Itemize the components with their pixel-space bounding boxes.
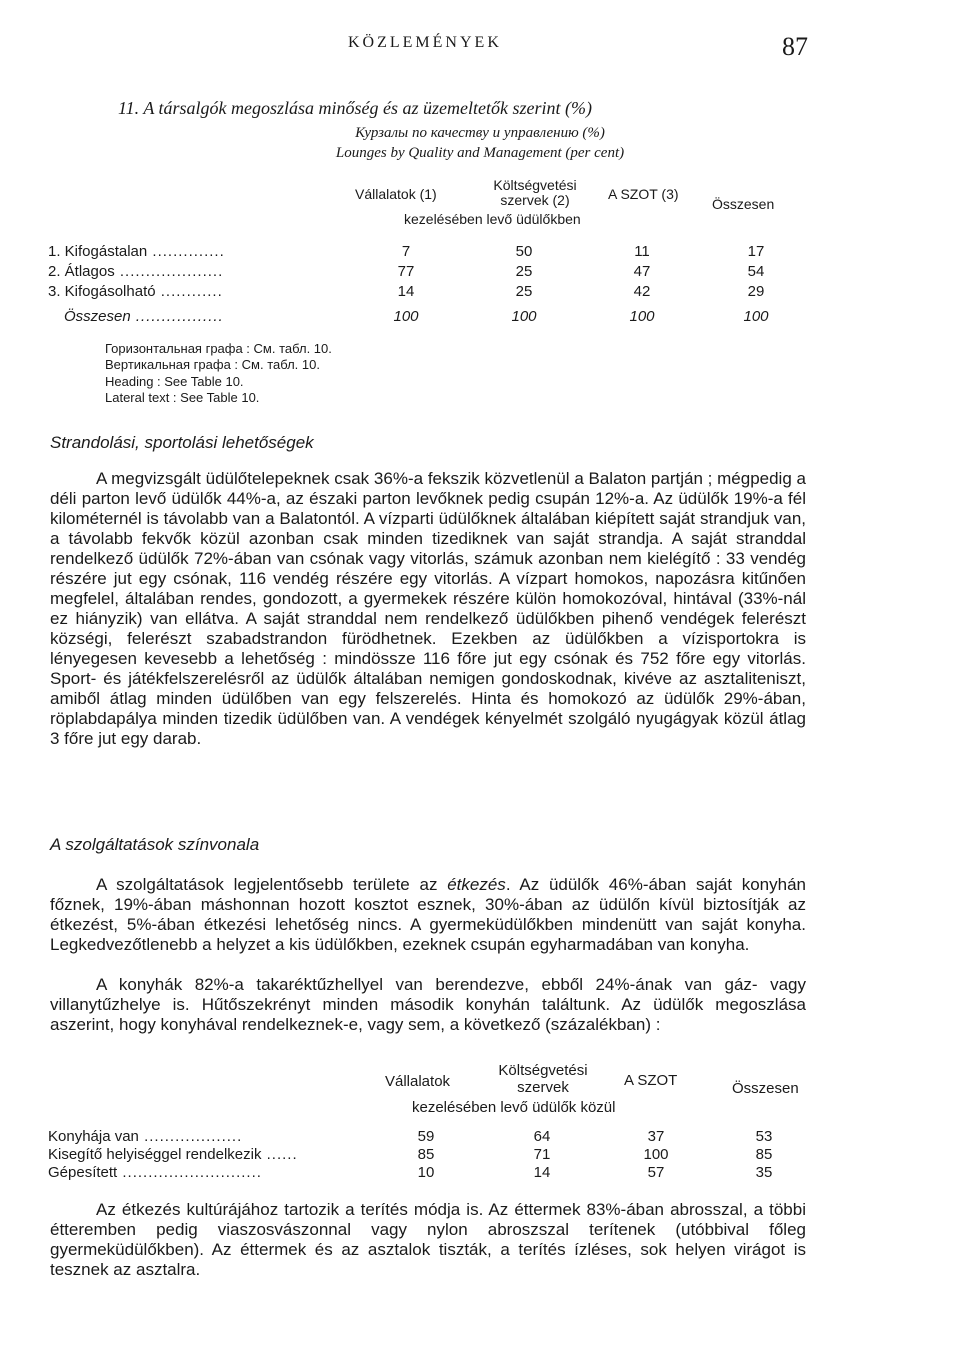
table-cell: 11 — [634, 243, 650, 260]
table-cell: 37 — [647, 1128, 665, 1145]
table1-caption-en: Lounges by Quality and Management (per cent) — [335, 145, 625, 161]
table-cell: 59 — [417, 1128, 435, 1145]
table-cell: 35 — [755, 1164, 773, 1181]
table2-col-header: Összesen — [732, 1080, 799, 1097]
table1-subheader: kezelésében levő üdülőkben — [404, 211, 581, 227]
table-row-label: 1. Kifogástalan .............. — [48, 243, 225, 260]
table2-col-header: Költségvetési szervek — [498, 1062, 588, 1096]
section-heading: A szolgáltatások színvonala — [50, 835, 260, 854]
table-cell: 64 — [533, 1128, 551, 1145]
table2-col-header: Vállalatok — [385, 1073, 451, 1090]
table-cell: 42 — [633, 283, 651, 300]
table-cell: 10 — [417, 1164, 435, 1181]
emphasis: étkezés — [447, 875, 506, 894]
table-cell: 85 — [755, 1146, 773, 1163]
table-cell: 100 — [511, 308, 537, 325]
table-row-label: 2. Átlagos .................... — [48, 263, 224, 280]
table-row-label: 3. Kifogásolható ............ — [48, 283, 223, 300]
table-cell: 17 — [747, 243, 765, 260]
section-heading: Strandolási, sportolási lehetőségek — [50, 433, 314, 452]
table-row-label: Kisegítő helyiséggel rendelkezik ...... — [48, 1146, 298, 1163]
table-cell: 71 — [533, 1146, 551, 1163]
table-row-label: Gépesített ........................... — [48, 1164, 262, 1181]
section-paragraph: Az étkezés kultúrájához tartozik a terítés módja is. Az éttermek 83%-ában abrosszal, a többi étteremben pedig viaszosvászonnal vagy nylon abroszszal terítenek (utóbbival főleg gyermeküdülőkben). Az éttermek és az asztalok tiszták, a terítés ízléses, sok helyen virágot is tesznek az asztalra. — [50, 1200, 806, 1279]
table2-subheader: kezelésében levő üdülők közül — [412, 1099, 616, 1116]
section-paragraph: A megvizsgált üdülőtelepeknek csak 36%-a fekszik közvetlenül a Balaton partján ; mégpedig a déli parton levő üdülők 44%-a, az északi parton levőknek pedig csupán 12%-a. Az üdülők 19%-a fél kilométernél is távolabb van a Balatontól. A vízparti üdülőknek általában kiépített saját strandjuk van, a távolabb fekvők közül azonban csak minden tizediknek van saját strandja. A saját stranddal rendelkező üdülők 72%-ában van csónak vagy vitorlás, számuk azonban nem kielégítő : 33 vendég részére jut egy csónak, 116 vendég részére egy vitorlás. A vízpart homokos, napozásra kitűnően megfelel, általában rendes, gondozott, a gyermekek részére külön homokozóval, hintával (33%-nál ez hiányzik) van ellátva. A saját stranddal nem rendelkező üdülőkben pihenő vendégek felerészt községi, felerészt szabadstrandon fürödhetnek. Ezekben az üdülőkben a vízisportokra is lényegesen kevesebb a lehetőség : mindössze 116 főre jut egy csónak és 752 főre egy vitorlás. Sport- és játékfelszerelésről az üdülők általában nemigen gondoskodnak, kivéve az asztaliteniszt, amiből átlag minden üdülőben van egy felszerelés. Hinta és homokozó az üdülők 29%-ában, röplabdapálya minden tizedik üdülőben van. A vendégek kényelmét szolgáló nyugágyak közül átlag 3 főre jut egy darab. — [50, 469, 806, 748]
table-cell: 100 — [629, 308, 655, 325]
table-cell: 100 — [643, 1146, 669, 1163]
table-note: Lateral text : See Table 10. — [105, 390, 260, 405]
table-cell: 77 — [397, 263, 415, 280]
table-row-label: Konyhája van ................... — [48, 1128, 243, 1145]
table-cell: 85 — [417, 1146, 435, 1163]
table1-col-header: A SZOT (3) — [608, 186, 679, 202]
table-cell: 100 — [393, 308, 419, 325]
table2-col-header: A SZOT — [624, 1072, 678, 1089]
table-cell: 7 — [401, 243, 411, 260]
table1-caption-hu: 11. A társalgók megoszlása minőség és az üzemeltetők szerint (%) — [118, 98, 592, 118]
table-cell: 53 — [755, 1128, 773, 1145]
table-cell: 50 — [515, 243, 533, 260]
table-cell: 25 — [515, 283, 533, 300]
table-cell: 14 — [533, 1164, 551, 1181]
table-cell: 47 — [633, 263, 651, 280]
table1-caption-ru: Курзалы по качеству и управлению (%) — [355, 125, 605, 141]
table-note: Heading : See Table 10. — [105, 374, 244, 389]
table-note: Горизонтальная графа : См. табл. 10. — [105, 341, 332, 356]
table-total-label: Összesen ................. — [64, 308, 224, 325]
table1-col-header: Összesen — [712, 196, 775, 212]
section-paragraph: A szolgáltatások legjelentősebb területe az étkezés. Az üdülők 46%-ában saját konyhán főznek, 19%-ában máshonnan hozott kosztot esznek, 30%-ában az üdülőn kívül biztosítják az étkezést, 5%-ában étkezési lehetőség nincs. A gyermeküdülőkben mindenütt van saját konyha. Legkedvezőtlenebb a helyzet a kis üdülőkben, ezeknek csupán egyharmadában van konyha. — [50, 875, 806, 954]
table-cell: 57 — [647, 1164, 665, 1181]
section-paragraph: A konyhák 82%-a takaréktűzhellyel van berendezve, ebből 24%-ának van gáz- vagy villanytűzhelye is. Hűtőszekrényt minden második konyhán találtunk. Az üdülők megoszlása aszerint, hogy konyhával rendelkeznek-e, vagy sem, a következő (százalékban) : — [50, 975, 806, 1034]
table-cell: 54 — [747, 263, 765, 280]
table-note: Вертикальная графа : См. табл. 10. — [105, 357, 320, 372]
table-cell: 100 — [743, 308, 769, 325]
table1-col-header: Költségvetési szervek (2) — [493, 177, 577, 208]
running-header: KÖZLEMÉNYEK — [348, 34, 502, 51]
table-cell: 29 — [747, 283, 765, 300]
page-number: 87 — [782, 32, 808, 61]
table-cell: 25 — [515, 263, 533, 280]
table-cell: 14 — [397, 283, 415, 300]
table1-col-header: Vállalatok (1) — [355, 186, 437, 202]
